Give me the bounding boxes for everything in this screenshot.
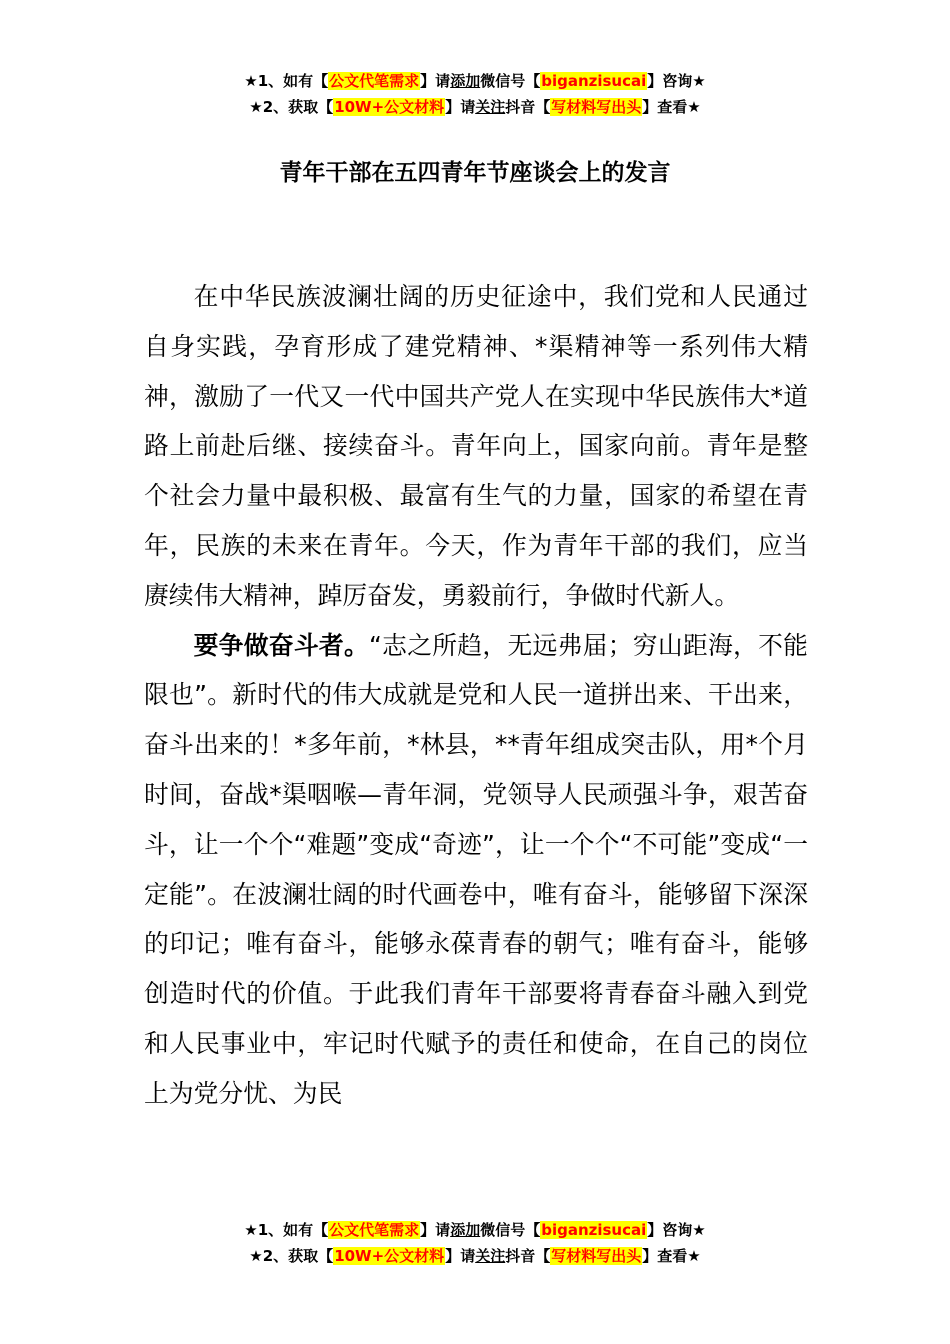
highlight-douyin-account: 写材料写出头 (551, 98, 642, 116)
document-title: 青年干部在五四青年节座谈会上的发言 (279, 160, 671, 186)
footer-line-1: ★1、如有【公文代笔需求】请添加微信号【biganzisucai】咨询★ (244, 1221, 706, 1239)
highlight-service: 公文代笔需求 (329, 72, 420, 90)
paragraph-striver: 要争做奋斗者。“志之所趋，无远弗届；穷山距海，不能限也”。新时代的伟大成就是党和人民一道拼出来、干出来，奋斗出来的！*多年前，*林县，**青年组成突击队，用*个月时间，奋战*渠咽喉—青年洞，党领导人民顽强斗争，艰苦奋斗，让一个个“难题”变成“奇迹”，让一个个“不可能”变成“一定能”。在波澜壮阔的时代画卷中，唯有奋斗，能够留下深深的印记；唯有奋斗，能够永葆青春的朝气；唯有奋斗，能够创造时代的价值。于此我们青年干部要将青春奋斗融入到党和人民事业中，牢记时代赋予的责任和使命，在自己的岗位上为党分忧、为民 (144, 630, 808, 1108)
footer-line-2: ★2、获取【10W+公文材料】请关注抖音【写材料写出头】查看★ (249, 1247, 701, 1265)
banner-line-1: ★1、如有【公文代笔需求】请添加微信号【biganzisucai】咨询★ (244, 72, 706, 90)
document-body (144, 272, 808, 1119)
paragraph-intro: 在中华民族波澜壮阔的历史征途中，我们党和人民通过自身实践，孕育形成了建党精神、*渠精神等一系列伟大精神，激励了一代又一代中国共产党人在实现中华民族伟大*道路上前赴后继、接续奋斗。青年向上，国家向前。青年是整个社会力量中最积极、最富有生气的力量，国家的希望在青年，民族的未来在青年。今天，作为青年干部的我们，应当赓续伟大精神，踔厉奋发，勇毅前行，争做时代新人。 (144, 282, 808, 610)
banner-line-2: ★2、获取【10W+公文材料】请关注抖音【写材料写出头】查看★ (249, 98, 701, 116)
highlight-douyin-account: 写材料写出头 (551, 1247, 642, 1265)
paragraph-lead: 要争做奋斗者。 (193, 630, 370, 660)
highlight-materials: 10W+公文材料 (334, 98, 445, 116)
highlight-service: 公文代笔需求 (329, 1221, 420, 1239)
highlight-wechat-id: biganzisucai (541, 72, 647, 90)
header-banner (0, 68, 950, 120)
highlight-wechat-id: biganzisucai (541, 1221, 647, 1239)
highlight-materials: 10W+公文材料 (334, 1247, 445, 1265)
footer-banner (0, 1217, 950, 1269)
